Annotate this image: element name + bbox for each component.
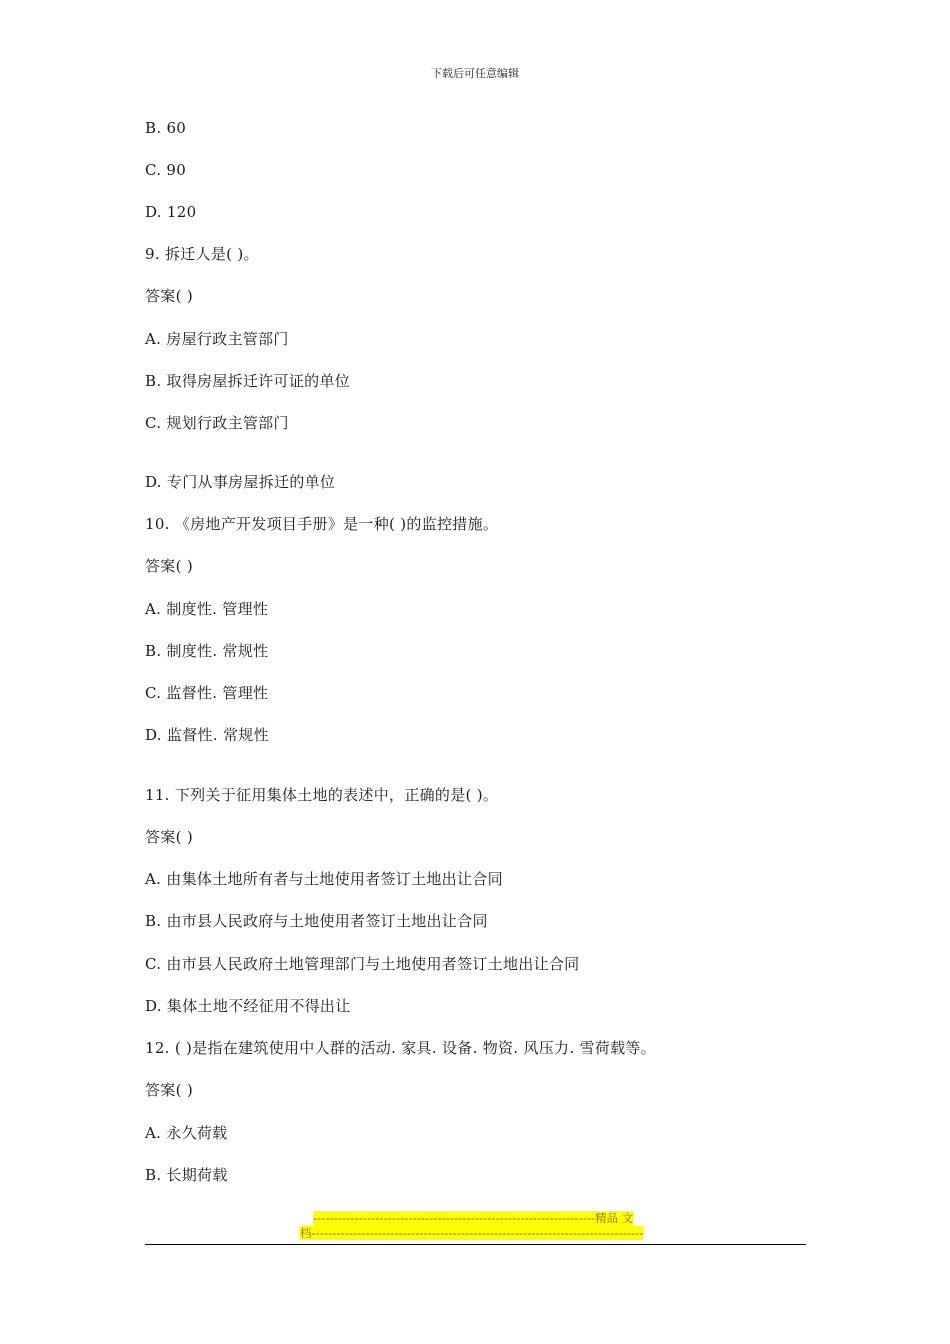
footer-banner [300,1211,650,1241]
option-c-90: C. 90 [145,161,187,179]
q10-option-c: C. 监督性. 管理性 [145,684,269,702]
q12-option-a: A. 永久荷载 [145,1124,228,1142]
q9-option-c: C. 规划行政主管部门 [145,414,289,432]
question-10: 10. 《房地产开发项目手册》是一种( )的监控措施。 [145,515,499,533]
option-d-120: D. 120 [145,203,197,221]
q10-option-d: D. 监督性. 常规性 [145,726,269,744]
answer-9: 答案( ) [145,287,193,305]
question-9: 9. 拆迁人是( )。 [145,245,259,263]
footer-banner-line-1: --------------------------------------------------------------------精品 文 [313,1211,634,1225]
q10-option-a: A. 制度性. 管理性 [145,600,269,618]
q12-option-b: B. 长期荷载 [145,1166,228,1184]
q11-option-d: D. 集体土地不经征用不得出让 [145,997,351,1015]
question-12: 12. ( )是指在建筑使用中人群的活动. 家具. 设备. 物资. 风压力. 雪荷载等。 [145,1039,656,1057]
q9-option-d: D. 专门从事房屋拆迁的单位 [145,473,336,491]
q11-option-c: C. 由市县人民政府土地管理部门与土地使用者签订土地出让合同 [145,955,580,973]
question-11: 11. 下列关于征用集体土地的表述中，正确的是( )。 [145,786,499,804]
q11-option-b: B. 由市县人民政府与土地使用者签订土地出让合同 [145,912,488,930]
footer-banner-line-2: 档-------------------------------------------------------------------------------- [300,1226,644,1240]
footer-rule [145,1244,806,1245]
page-header: 下载后可任意编辑 [431,67,519,80]
option-b-60: B. 60 [145,119,187,137]
q9-option-a: A. 房屋行政主管部门 [145,330,289,348]
q9-option-b: B. 取得房屋拆迁许可证的单位 [145,372,351,390]
answer-12: 答案( ) [145,1081,193,1099]
q11-option-a: A. 由集体土地所有者与土地使用者签订土地出让合同 [145,870,503,888]
q10-option-b: B. 制度性. 常规性 [145,642,269,660]
answer-11: 答案( ) [145,828,193,846]
answer-10: 答案( ) [145,557,193,575]
